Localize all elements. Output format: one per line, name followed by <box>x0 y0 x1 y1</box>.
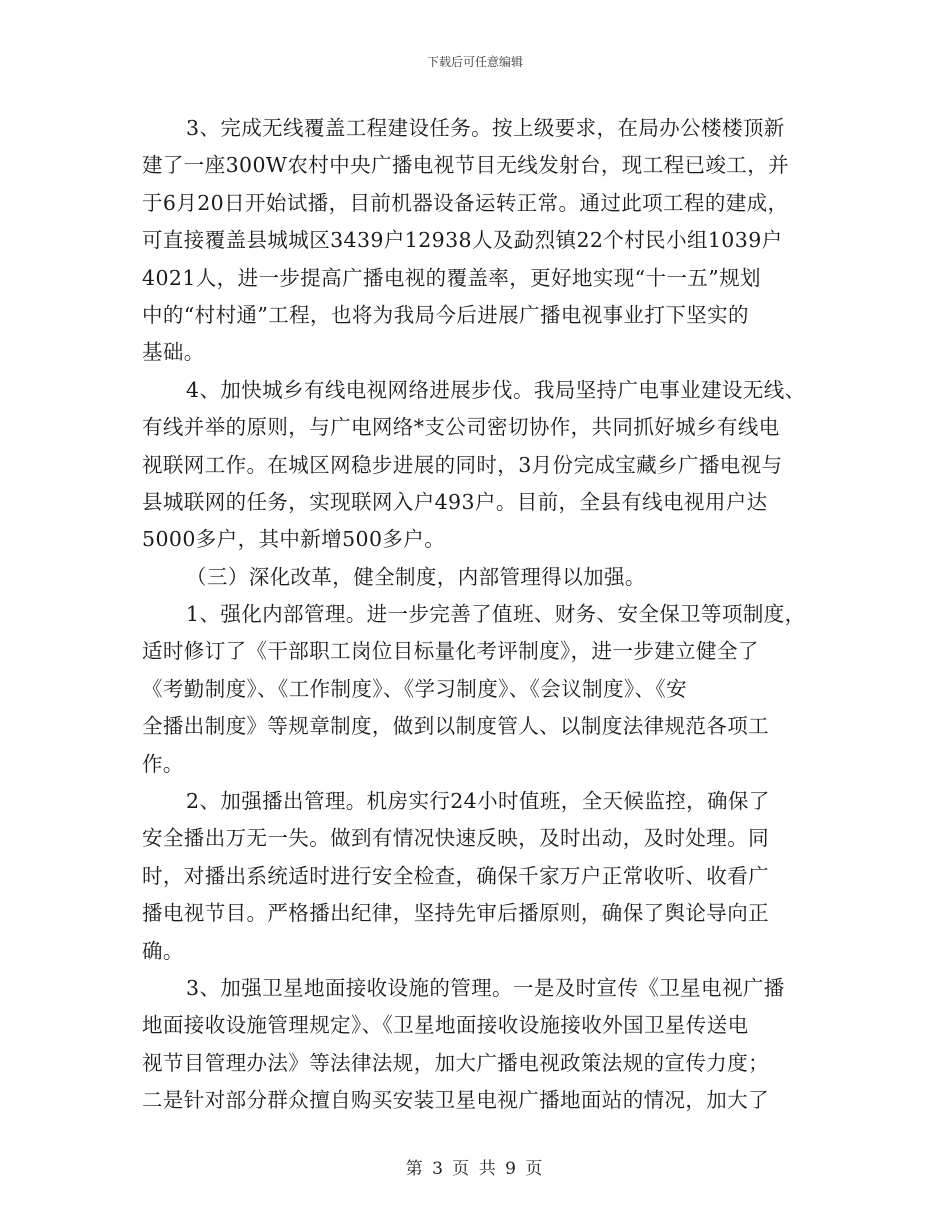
text-line: 5000多户，其中新增500多户。 <box>142 527 446 552</box>
text-line: 全播出制度》等规章制度，做到以制度管人、以制度法律规范各项工 <box>142 714 769 739</box>
text-line: 4、加快城乡有线电视网络进展步伐。我局坚持广电事业建设无线、 <box>186 377 806 402</box>
text-line: 播电视节目。严格播出纪律，坚持先审后播原则，确保了舆论导向正 <box>142 901 769 926</box>
text-line: 建了一座300W农村中央广播电视节目无线发射台，现工程已竣工，并 <box>142 153 789 178</box>
text-line: 地面接收设施管理规定》、《卫星地面接收设施接收外国卫星传送电 <box>142 1013 749 1038</box>
text-line: 视节目管理办法》等法律法规，加大广播电视政策法规的宣传力度； <box>142 1050 769 1075</box>
text-line: 适时修订了《干部职工岗位目标量化考评制度》，进一步建立健全了 <box>142 639 759 664</box>
text-line: 作。 <box>142 751 184 776</box>
text-line: （三）深化改革，健全制度，内部管理得以加强。 <box>186 564 646 589</box>
text-line: 4021人，进一步提高广播电视的覆盖率，更好地实现“十一五”规划 <box>142 265 761 290</box>
text-line: 1、强化内部管理。进一步完善了值班、财务、安全保卫等项制度， <box>186 602 806 627</box>
text-line: 中的“村村通”工程，也将为我局今后进展广播电视事业打下坚实的 <box>142 302 749 327</box>
text-line: 安全播出万无一失。做到有情况快速反映，及时出动，及时处理。同 <box>142 826 769 851</box>
text-line: 可直接覆盖县城城区3439户12938人及勐烈镇22个村民小组1039户 <box>142 228 783 253</box>
text-line: 县城联网的任务，实现联网入户493户。目前，全县有线电视用户达 <box>142 489 768 514</box>
text-line: 《考勤制度》、《工作制度》、《学习制度》、《会议制度》、《安 <box>142 676 687 701</box>
document-body <box>142 110 814 1120</box>
text-line: 于6月20日开始试播，目前机器设备运转正常。通过此项工程的建成， <box>142 190 789 215</box>
text-line: 时，对播出系统适时进行安全检查，确保千家万户正常收听、收看广 <box>142 863 769 888</box>
text-line: 2、加强播出管理。机房实行24小时值班，全天候监控，确保了 <box>186 789 770 814</box>
text-line: 基础。 <box>142 340 205 365</box>
text-line: 二是针对部分群众擅自购买安装卫星电视广播地面站的情况，加大了 <box>142 1088 769 1113</box>
text-line: 3、完成无线覆盖工程建设任务。按上级要求，在局办公楼楼顶新 <box>186 116 785 140</box>
text-line: 有线并举的原则，与广电网络*支公司密切协作，共同抓好城乡有线电 <box>142 415 780 440</box>
text-line: 3、加强卫星地面接收设施的管理。一是及时宣传《卫星电视广播 <box>186 975 785 1000</box>
header-note: 下载后可任意编辑 <box>426 55 523 69</box>
text-line: 确。 <box>142 938 184 963</box>
page-footer: 第 3 页 共 9 页 <box>405 1159 545 1179</box>
text-line: 视联网工作。在城区网稳步进展的同时，3月份完成宝藏乡广播电视与 <box>142 452 783 477</box>
